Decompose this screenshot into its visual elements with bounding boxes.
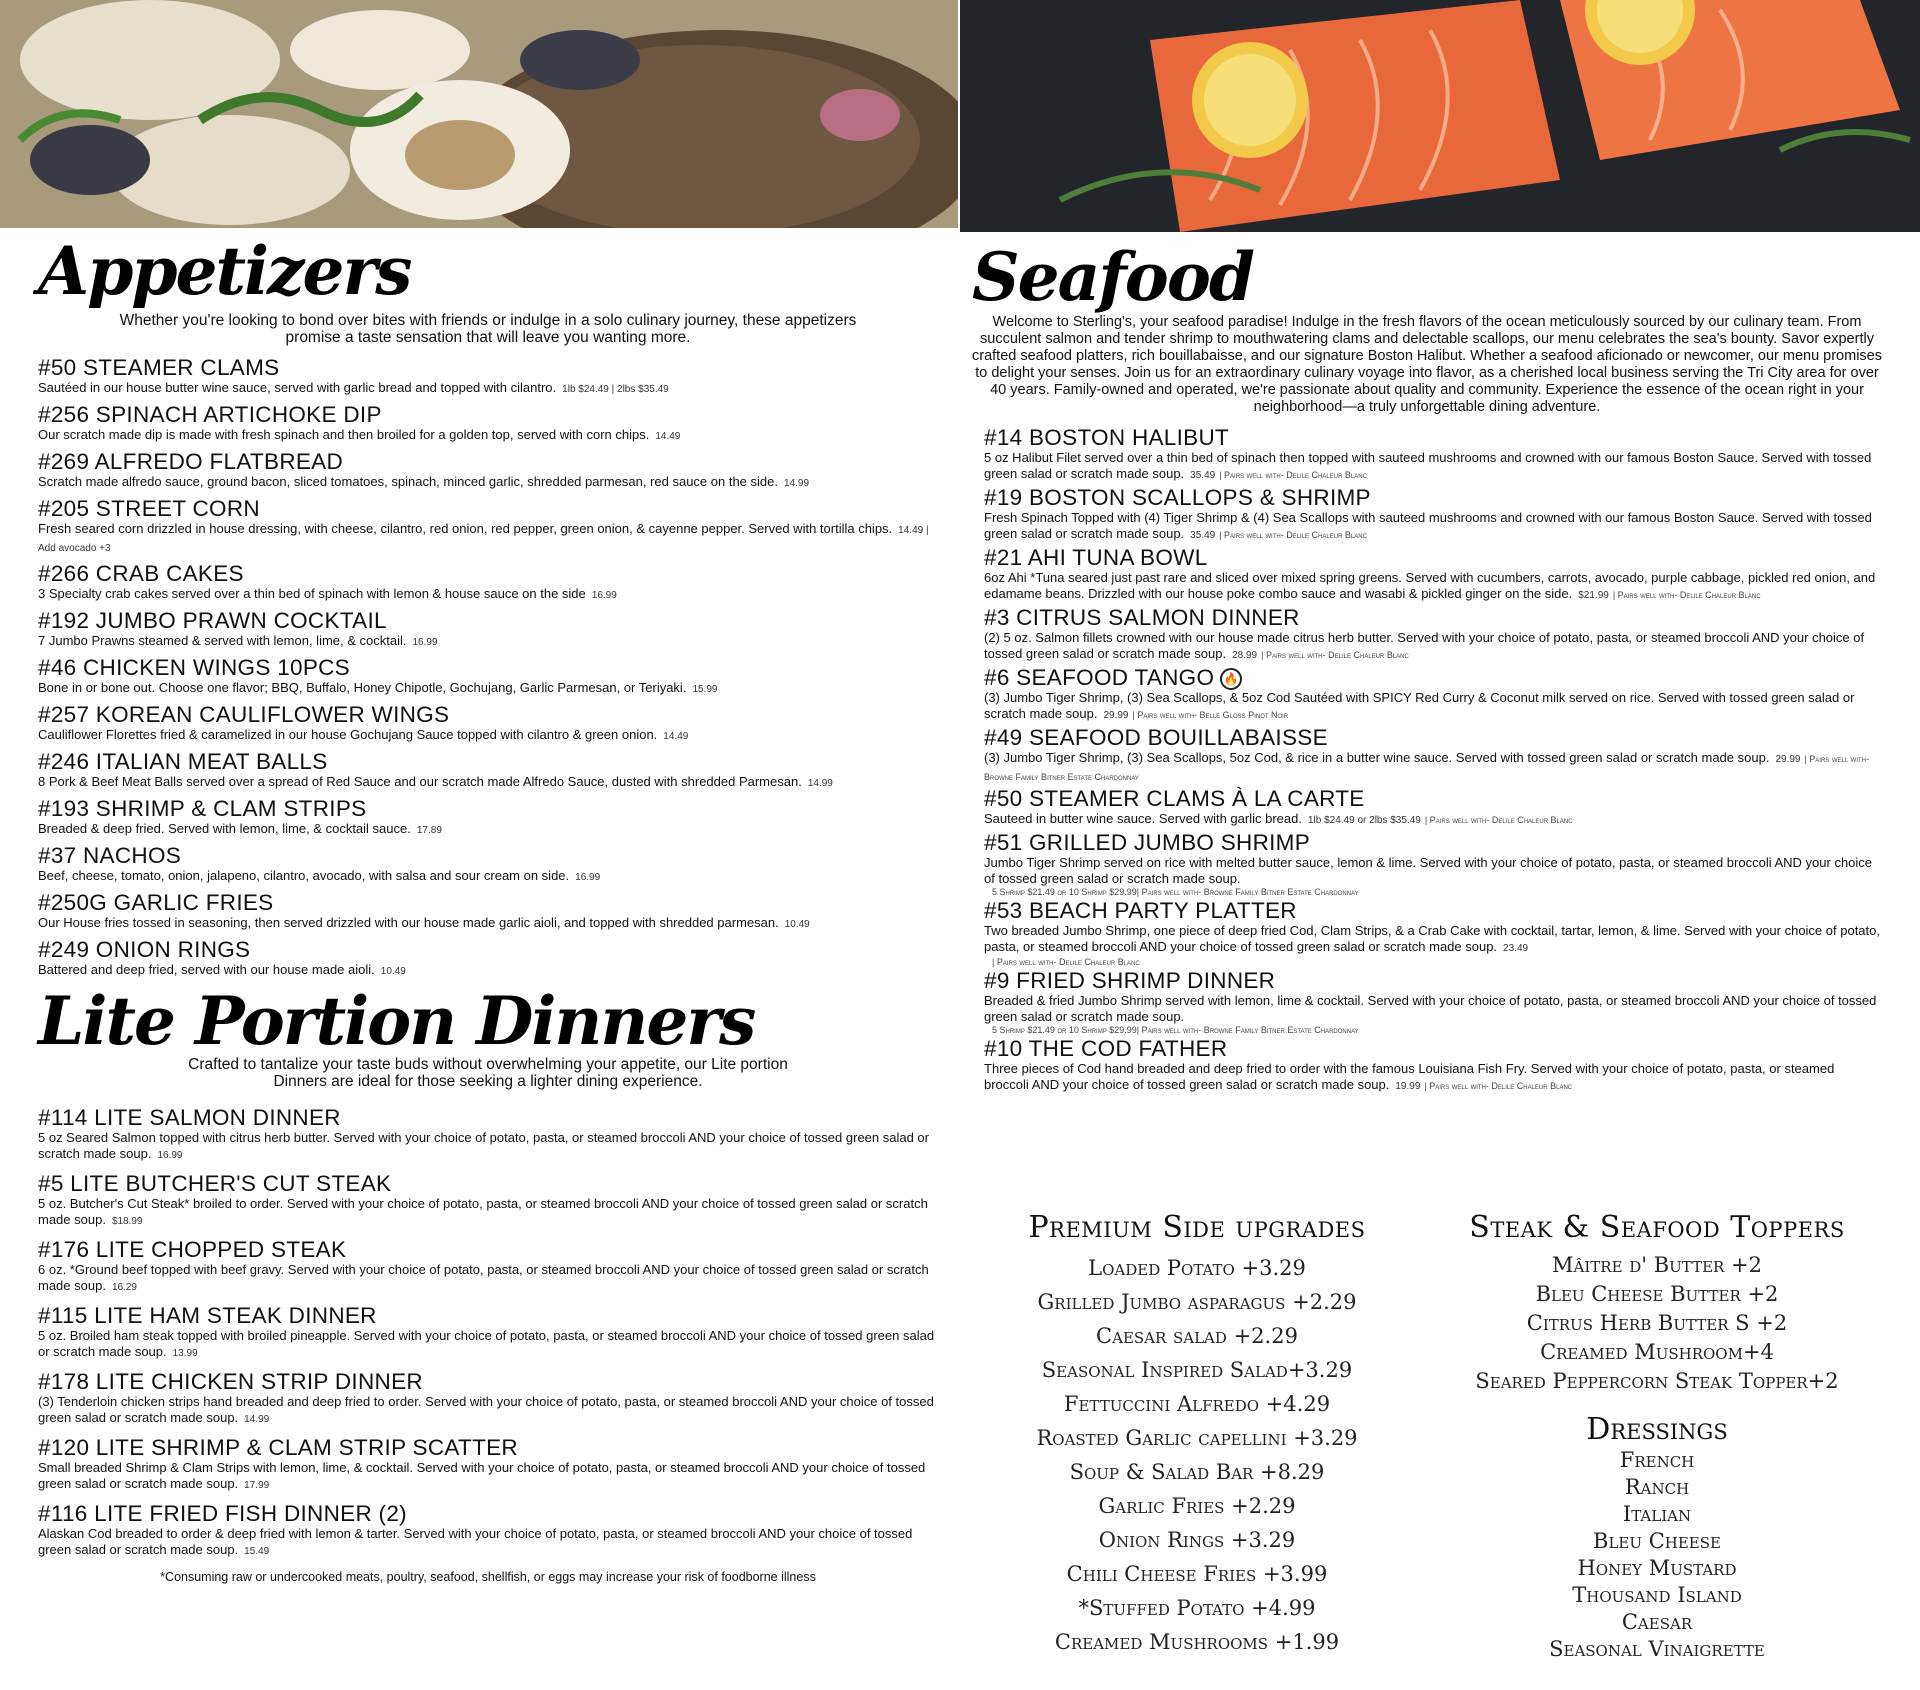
menu-item-description: Three pieces of Cod hand breaded and deep fried to order with the famous Louisiana Fish Fry. Served with your choice of potato, pasta, or steamed broccoli AND your choice of tossed green salad or scratch made soup. 19.99 | Pairs well with- Delile Chaleur Blanc [984, 1061, 1835, 1093]
salmon-illustration [960, 0, 1920, 232]
menu-item-name: #114 LITE SALMON DINNER [38, 1105, 341, 1130]
menu-item-name: #176 LITE CHOPPED STEAK [38, 1237, 347, 1262]
dressing-item: Seasonal Vinaigrette [1549, 1637, 1765, 1661]
menu-item [38, 844, 938, 886]
menu-item [38, 1106, 938, 1164]
menu-item-name: #14 BOSTON HALIBUT [984, 425, 1230, 450]
side-upgrade-item: Garlic Fries +2.29 [1098, 1494, 1296, 1518]
menu-item-price: 17.89 [416, 825, 442, 836]
menu-item-name: #10 THE COD FATHER [984, 1036, 1228, 1062]
side-upgrade-item: Onion Rings +3.29 [1098, 1528, 1296, 1552]
seafood-list [972, 426, 1882, 1095]
menu-item-price: 13.99 [172, 1348, 198, 1359]
menu-item [38, 1304, 938, 1362]
menu-item-description: Jumbo Tiger Shrimp served on rice with melted butter sauce, lemon & lime. Served with your choice of potato, pasta, or steamed broccoli AND your choice of tossed green salad or scratch made soup. [984, 855, 1873, 887]
menu-item-name: #53 BEACH PARTY PLATTER [984, 898, 1297, 924]
dressing-item: Caesar [1621, 1610, 1693, 1634]
menu-item [984, 426, 1882, 484]
menu-item-price: 15.49 [244, 1546, 270, 1557]
toppers-title: Steak & Seafood Toppers [1469, 1210, 1845, 1245]
menu-item-name: #115 LITE HAM STEAK DINNER [38, 1303, 377, 1328]
lite-dinner-list [38, 1106, 938, 1560]
spicy-flame-icon: 🔥 [1220, 668, 1242, 690]
menu-item-description: Beef, cheese, tomato, onion, jalapeno, cilantro, avocado, with salsa and sour cream on side. 16.99 [38, 868, 601, 883]
menu-item [38, 562, 938, 604]
menu-item-name: #256 SPINACH ARTICHOKE DIP [38, 402, 382, 427]
menu-item-name: #19 BOSTON SCALLOPS & SHRIMP [984, 485, 1371, 510]
menu-item-name: #50 STEAMER CLAMS À LA CARTE [984, 786, 1365, 812]
side-upgrade-item: Seasonal Inspired Salad+3.29 [1041, 1358, 1353, 1382]
dressing-item: Bleu Cheese [1593, 1529, 1721, 1553]
lite-dinners-title: Lite Portion Dinners [38, 982, 755, 1060]
wine-pairing: | Pairs well with- Delile Chaleur Blanc [1424, 815, 1573, 826]
menu-item [984, 726, 1882, 785]
menu-item [984, 1037, 1882, 1095]
side-upgrade-item: Grilled Jumbo asparagus +2.29 [1037, 1290, 1357, 1314]
menu-item [984, 546, 1882, 604]
seafood-title: Seafood [972, 238, 1254, 316]
menu-item [38, 703, 938, 745]
menu-item-price: $18.99 [111, 1216, 143, 1227]
dressings-title: Dressings [1586, 1412, 1728, 1447]
menu-item-description: Breaded & deep fried. Served with lemon, lime, & cocktail sauce. 17.89 [38, 821, 442, 836]
menu-item [38, 1502, 938, 1560]
menu-item-description: Alaskan Cod breaded to order & deep fried with lemon & tarter. Served with your choice of potato, pasta, or steamed broccoli AND your choice of tossed green salad or scratch made soup. 15.49 [38, 1526, 913, 1557]
menu-item-name: #120 LITE SHRIMP & CLAM STRIP SCATTER [38, 1435, 518, 1460]
premium-sides-list [972, 1251, 1422, 1659]
topper-item: Creamed Mushroom+4 [1540, 1340, 1774, 1364]
menu-item-description: 6 oz. *Ground beef topped with beef gravy. Served with your choice of potato, pasta, or steamed broccoli AND your choice of tossed green salad or scratch made soup. 16.29 [38, 1262, 929, 1293]
topper-item: Citrus Herb Butter S +2 [1526, 1311, 1788, 1335]
menu-item-price: 14.99 [244, 1414, 270, 1425]
menu-item-price: 19.99 [1395, 1081, 1421, 1093]
menu-item [38, 1436, 938, 1494]
dressings-list [1432, 1447, 1882, 1663]
menu-item-price: 17.99 [244, 1480, 270, 1491]
side-upgrade-item: *Stuffed Potato +4.99 [1078, 1596, 1316, 1620]
menu-item-name: #6 SEAFOOD TANGO 🔥 [984, 666, 1882, 690]
menu-item-description: 3 Specialty crab cakes served over a thin bed of spinach with lemon & house sauce on the side 16.99 [38, 586, 617, 601]
menu-item-price: 14.49 [655, 431, 681, 442]
menu-item-name: #49 SEAFOOD BOUILLABAISSE [984, 725, 1328, 751]
premium-sides-title: Premium Side upgrades [1028, 1210, 1366, 1245]
menu-item-description: Our House fries tossed in seasoning, then served drizzled with our house made garlic aioli, and topped with shredded parmesan. 10.49 [38, 915, 810, 930]
lite-dinners-intro: Crafted to tantalize your taste buds without overwhelming your appetite, our Lite portion Dinners are ideal for those seeking a lighter dining experience. [188, 1056, 788, 1090]
dressing-item: Ranch [1624, 1475, 1690, 1499]
menu-item-name: #21 AHI TUNA BOWL [984, 545, 1208, 570]
menu-item-name: #193 SHRIMP & CLAM STRIPS [38, 796, 367, 821]
menu-item-price: 10.49 [380, 966, 406, 977]
menu-item-name: #246 ITALIAN MEAT BALLS [38, 749, 328, 774]
menu-item-description: Fresh Spinach Topped with (4) Tiger Shrimp & (4) Sea Scallops with sauteed mushrooms and crowned with our famous Boston Sauce. Served with tossed green salad or scratch made soup. 35.49 | Pairs well with- Delile Chaleur Blanc [984, 510, 1872, 541]
menu-item-description: 5 oz. Butcher's Cut Steak* broiled to order. Served with your choice of potato, pasta, or steamed broccoli AND your choice of tossed green salad or scratch made soup. $18.99 [38, 1196, 928, 1227]
menu-item [38, 403, 938, 445]
menu-item-description: (3) Tenderloin chicken strips hand breaded and deep fried to order. Served with your choice of potato, pasta, or steamed broccoli AND your choice of tossed green salad or scratch made soup. 14.99 [38, 1394, 934, 1425]
side-upgrade-item: Fettuccini Alfredo +4.29 [1063, 1392, 1331, 1416]
menu-item [984, 969, 1882, 1035]
menu-item-description: 7 Jumbo Prawns steamed & served with lemon, lime, & cocktail. 16.99 [38, 633, 438, 648]
wine-pairing: | Pairs well with- Delile Chaleur Blanc [1424, 1081, 1573, 1092]
menu-item [984, 486, 1882, 544]
menu-item-description: (3) Jumbo Tiger Shrimp, (3) Sea Scallops, 5oz Cod, & rice in a butter wine sauce. Served with tossed green salad or scratch made soup. 29.99 | Pairs well with- Browne Family Bitner Estate Chardonnay [984, 750, 1869, 783]
menu-item [984, 787, 1882, 829]
menu-item-description: Breaded & fried Jumbo Shrimp served with lemon, lime & cocktail. Served with your choice of potato, pasta, or steamed broccoli AND your choice of tossed green salad or scratch made soup. [984, 993, 1877, 1025]
toppers [1432, 1210, 1882, 1663]
menu-item [38, 609, 938, 651]
appetizer-list [38, 356, 938, 980]
wine-pairing: | Pairs well with- Delile Chaleur Blanc [1612, 590, 1761, 600]
dressing-item: French [1619, 1448, 1695, 1472]
topper-item: Seared Peppercorn Steak Topper+2 [1475, 1369, 1839, 1393]
menu-item-description: Two breaded Jumbo Shrimp, one piece of deep fried Cod, Clam Strips, & a Crab Cake with cocktail, tartar, lemon, & lime. Served with your choice of potato, pasta, or steamed broccoli AND your choice of tossed green salad or scratch made soup. 23.49 [984, 923, 1880, 955]
menu-item-description: Scratch made alfredo sauce, ground bacon, sliced tomatoes, spinach, minced garlic, shredded parmesan, red sauce on the side. 14.99 [38, 474, 810, 489]
wine-pairing: | Pairs well with- Delile Chaleur Blanc [1261, 650, 1409, 660]
menu-item-description: Bone in or bone out. Choose one flavor; BBQ, Buffalo, Honey Chipotle, Gochujang, Garlic Parmesan, or Teriyaki. 15.99 [38, 680, 718, 695]
side-upgrade-item: Soup & Salad Bar +8.29 [1069, 1460, 1325, 1484]
wine-pairing: | Pairs well with- Delile Chaleur Blanc [1219, 530, 1367, 540]
menu-item-description: Sautéed in our house butter wine sauce, served with garlic bread and topped with cilantro. 1lb $24.49 | 2lbs $35.49 [38, 380, 669, 395]
menu-item-price: 14.49 | Add avocado +3 [38, 525, 929, 554]
menu-item-description: Battered and deep fried, served with our house made aioli. 10.49 [38, 962, 406, 977]
menu-item-price: 1lb $24.49 or 2lbs $35.49 [1307, 815, 1421, 827]
menu-item-description: Sauteed in butter wine sauce. Served with garlic bread. 1lb $24.49 or 2lbs $35.49 | Pairs well with- Delile Chaleur Blanc [984, 811, 1573, 827]
menu-item-price: 35.49 [1190, 470, 1216, 481]
left-column [38, 228, 938, 1584]
menu-item-name: #51 GRILLED JUMBO SHRIMP [984, 830, 1311, 856]
menu-item-name: #5 LITE BUTCHER'S CUT STEAK [38, 1171, 392, 1196]
menu-item-price: $21.99 [1578, 590, 1609, 601]
menu-item-description: (2) 5 oz. Salmon fillets crowned with our house made citrus herb butter. Served with your choice of potato, pasta, or steamed broccoli AND your choice of tossed green salad or scratch made soup. 28.99 | Pairs well with- Delile Chaleur Blanc [984, 630, 1865, 661]
menu-item-price: 35.49 [1190, 530, 1216, 541]
menu-item-name: #9 FRIED SHRIMP DINNER [984, 968, 1276, 994]
menu-item-price: 15.99 [692, 684, 718, 695]
wine-pairing: | Pairs well with- Delile Chaleur Blanc [1219, 470, 1367, 480]
topper-item: Mâitre d' Butter +2 [1552, 1253, 1762, 1277]
menu-item-name: #116 LITE FRIED FISH DINNER (2) [38, 1501, 407, 1526]
dressing-item: Honey Mustard [1577, 1556, 1737, 1580]
wine-pairing: | Pairs well with- Belle Gloss Pinot Noir [1132, 710, 1289, 721]
menu-item [38, 356, 938, 398]
menu-item-name: #37 NACHOS [38, 843, 182, 868]
right-column [972, 232, 1882, 1097]
menu-item-name: #269 ALFREDO FLATBREAD [38, 449, 344, 474]
menu-item-price: 29.99 [1103, 710, 1129, 722]
menu-item-price: 16.99 [157, 1150, 183, 1161]
appetizers-title: Appetizers [38, 232, 411, 310]
menu-item-name: #249 ONION RINGS [38, 937, 251, 962]
salmon-photo [960, 0, 1920, 232]
menu-item-description: 5 oz Halibut Filet served over a thin bed of spinach then topped with sauteed mushrooms and crowned with our famous Boston Sauce. Served with tossed green salad or scratch made soup. 35.49 | Pairs well with- Delile Chaleur Blanc [984, 450, 1872, 481]
menu-item-price: 14.49 [663, 731, 689, 742]
menu-item-options: 5 Shrimp $21.49 or 10 Shrimp $29.99| Pairs well with- Browne Family Bitner Estate Chardonnay [992, 1025, 1359, 1036]
menu-item-description: Our scratch made dip is made with fresh spinach and then broiled for a golden top, served with corn chips. 14.49 [38, 427, 681, 442]
side-upgrade-item: Caesar salad +2.29 [1096, 1324, 1298, 1348]
appetizers-intro: Whether you're looking to bond over bites with friends or indulge in a solo culinary journey, these appetizers promise a taste sensation that will leave you wanting more. [119, 312, 857, 346]
menu-item [984, 831, 1882, 897]
menu-item [984, 606, 1882, 664]
menu-item-price: 16.29 [111, 1282, 137, 1293]
menu-item-description: (3) Jumbo Tiger Shrimp, (3) Sea Scallops, & 5oz Cod Sautéed with SPICY Red Curry & Coconut milk served on rice. Served with tossed green salad or scratch made soup. 29.99 | Pairs well with- Belle Gloss Pinot Noir [984, 690, 1855, 722]
menu-item-price: 16.99 [591, 590, 617, 601]
premium-sides [972, 1210, 1422, 1659]
foodborne-disclaimer: *Consuming raw or undercooked meats, poultry, seafood, shellfish, or eggs may increase your risk of foodborne illness [160, 1570, 816, 1584]
menu-item-description: Small breaded Shrimp & Clam Strips with lemon, lime, & cocktail. Served with your choice of potato, pasta, or steamed broccoli AND your choice of tossed green salad or scratch made soup. 17.99 [38, 1460, 926, 1491]
menu-item-name: #250G GARLIC FRIES [38, 890, 274, 915]
menu-item-description: 8 Pork & Beef Meat Balls served over a spread of Red Sauce and our scratch made Alfredo Sauce, dusted with shredded Parmesan. 14.99 [38, 774, 833, 789]
menu-item [38, 938, 938, 980]
menu-item-price: 14.99 [783, 478, 810, 489]
menu-item-price: 10.49 [784, 919, 810, 930]
side-upgrade-item: Chili Cheese Fries +3.99 [1066, 1562, 1328, 1586]
menu-item-name: #257 KOREAN CAULIFLOWER WINGS [38, 702, 450, 727]
menu-item-price: 16.99 [575, 872, 601, 883]
clams-photo [0, 0, 958, 228]
menu-item-description: 5 oz Seared Salmon topped with citrus herb butter. Served with your choice of potato, pasta, or steamed broccoli AND your choice of tossed green salad or scratch made soup. 16.99 [38, 1130, 929, 1161]
menu-item [984, 899, 1882, 967]
menu-item [38, 1370, 938, 1428]
menu-item [38, 1172, 938, 1230]
menu-item-name: #192 JUMBO PRAWN COCKTAIL [38, 608, 387, 633]
menu-item-price: 28.99 [1232, 650, 1258, 661]
menu-item [38, 797, 938, 839]
menu-item-price: 14.99 [807, 778, 833, 789]
side-upgrade-item: Roasted Garlic capellini +3.29 [1036, 1426, 1358, 1450]
menu-item [38, 656, 938, 698]
menu-item [38, 891, 938, 933]
dressing-item: Italian [1622, 1502, 1692, 1526]
menu-item-description: 5 oz. Broiled ham steak topped with broiled pineapple. Served with your choice of potato, pasta, or steamed broccoli AND your choice of tossed green salad or scratch made soup. 13.99 [38, 1328, 935, 1359]
menu-item-description: Cauliflower Florettes fried & caramelized in our house Gochujang Sauce topped with cilantro & green onion. 14.49 [38, 727, 689, 742]
menu-item [38, 497, 938, 557]
menu-item-price: 29.99 [1775, 754, 1801, 766]
menu-item [984, 666, 1882, 724]
clams-illustration [0, 0, 958, 228]
menu-item-name: #46 CHICKEN WINGS 10PCS [38, 655, 350, 680]
menu-item-description: 6oz Ahi *Tuna seared just past rare and sliced over mixed spring greens. Served with cucumbers, carrots, avocado, purple cabbage, pickled red onion, and edamame beans. Drizzled with our house poke combo sauce and wasabi & pickled ginger on the side. $21.99 | Pairs well with- Delile Chaleur Blanc [984, 570, 1876, 601]
menu-item-options: | Pairs well with- Delile Chaleur Blanc [992, 957, 1140, 968]
menu-item-name: #50 STEAMER CLAMS [38, 355, 280, 380]
dressing-item: Thousand Island [1572, 1583, 1742, 1607]
seafood-intro: Welcome to Sterling's, your seafood paradise! Indulge in the fresh flavors of the ocean meticulously sourced by our culinary team. From succulent salmon and tender shrimp to mouthwatering clams and delectable scallops, our menu celebrates the sea's bounty. Savor expertly crafted seafood platters, rich bouillabaisse, and our signature Boston Halibut. Whether a seafood aficionado or newcomer, our menu promises to delight your senses. Join us for an extraordinary culinary voyage into flavor, as a cherished local business serving the Tri City area for over 40 years. Family-owned and operated, we're passionate about quality and community. Experience the essence of the ocean right in your neighborhood—a truly unforgettable dining adventure. [972, 314, 1882, 415]
wine-pairing: | Pairs well with- Browne Family Bitner Estate Chardonnay [984, 754, 1869, 783]
menu-item-price: 16.99 [412, 637, 438, 648]
menu-item-name: #266 CRAB CAKES [38, 561, 244, 586]
menu-item [38, 450, 938, 492]
menu-item-name: #3 CITRUS SALMON DINNER [984, 605, 1300, 630]
menu-item-name: #178 LITE CHICKEN STRIP DINNER [38, 1369, 423, 1394]
topper-item: Bleu Cheese Butter +2 [1535, 1282, 1779, 1306]
menu-item [38, 750, 938, 792]
menu-item-options: 5 Shrimp $21.49 or 10 Shrimp $29.99| Pairs well with- Browne Family Bitner Estate Chardonnay [992, 887, 1359, 898]
menu-item-description: Fresh seared corn drizzled in house dressing, with cheese, cilantro, red onion, red pepper, green onion, & cayenne pepper. Served with tortilla chips. 14.49 | Add avocado +3 [38, 521, 929, 554]
menu-item [38, 1238, 938, 1296]
toppers-list [1432, 1251, 1882, 1396]
menu-item-price: 23.49 [1503, 943, 1529, 955]
menu-item-price: 1lb $24.49 | 2lbs $35.49 [562, 384, 669, 395]
side-upgrade-item: Creamed Mushrooms +1.99 [1054, 1630, 1340, 1654]
menu-item-name: #205 STREET CORN [38, 496, 260, 521]
side-upgrade-item: Loaded Potato +3.29 [1088, 1256, 1306, 1280]
